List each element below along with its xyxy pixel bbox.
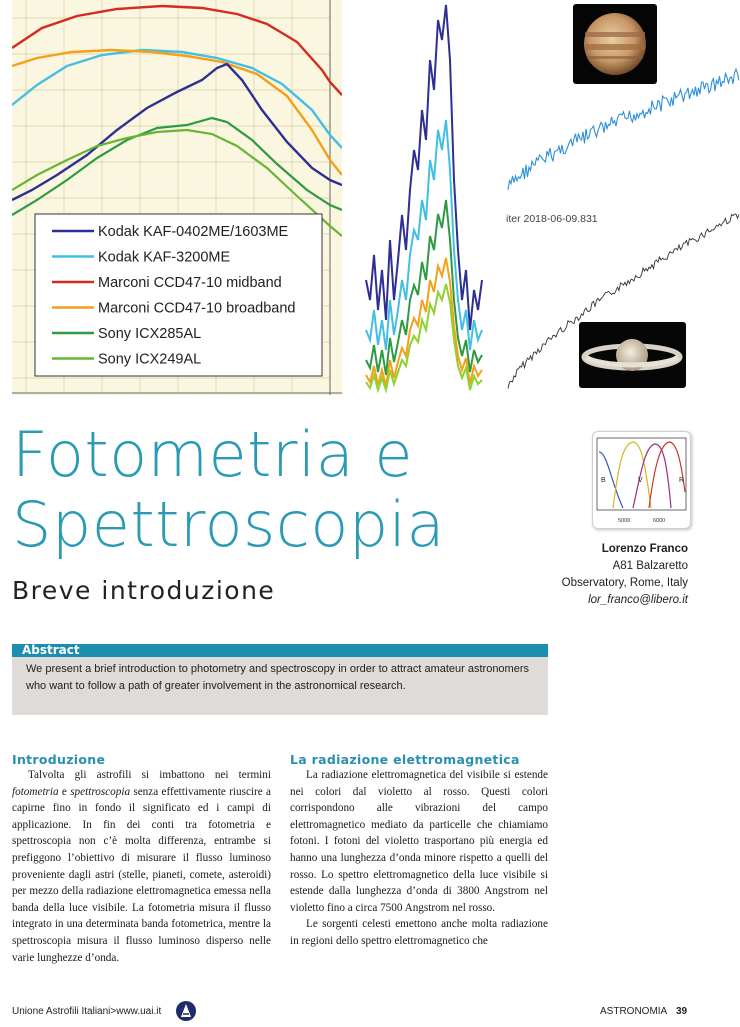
filter-tick-5000: 5000 — [618, 518, 631, 524]
section-heading-radiation: La radiazione elettromagnetica — [290, 752, 520, 767]
qe-legend-label: Marconi CCD47-10 midband — [98, 275, 282, 291]
saturn-photo — [579, 322, 686, 388]
abstract-heading: Abstract — [22, 643, 80, 657]
article-title-line1: Fotometria e — [12, 418, 414, 491]
intro-text — [12, 767, 271, 966]
author-affiliation-line2: Observatory, Rome, Italy — [561, 577, 688, 589]
radiation-text — [290, 767, 548, 950]
filter-label-b: B — [601, 477, 606, 484]
qe-legend-label: Kodak KAF-3200ME — [98, 249, 231, 266]
author-email[interactable]: lor_franco@libero.it — [588, 594, 688, 606]
radiation-paragraph-1: La radiazione elettromagnetica del visibile si estende nei colori dal violetto al rosso. Questi colori corrispondono alle vibrazioni del campo elettromagnetico mediato da particelle che chiamiamo fotoni. I fotoni del violetto trasportano più energia ed hanno una lunghezza d’onda minore rispetto a quelli del rosso. Lo spettro elettromagnetico della luce visibile si estende dalla lunghezza d’onda di 3800 Angstrom nel violetto fino a circa 7500 Angstrom nel rosso. — [290, 769, 548, 914]
column-left — [12, 752, 271, 966]
filter-label-r: R — [679, 477, 685, 484]
spectrum-figure — [360, 0, 488, 395]
filter-label-v: V — [638, 477, 643, 484]
qe-legend-label: Sony ICX285AL — [98, 326, 202, 342]
filter-transmission-figure — [592, 431, 691, 529]
ccd-quantum-efficiency-figure — [12, 0, 342, 395]
qe-legend-label: Kodak KAF-0402ME/1603ME — [98, 224, 289, 240]
abstract-box — [12, 644, 548, 715]
jupiter-photo — [573, 4, 657, 84]
lightcurve-label: iter 2018-06-09.831 — [506, 213, 598, 225]
article-subtitle: Breve introduzione — [12, 576, 276, 605]
author-affiliation-line1: A81 Balzaretto — [612, 560, 688, 572]
footer-website[interactable]: Unione Astrofili Italiani>www.uai.it — [12, 1006, 162, 1017]
column-right — [290, 752, 548, 950]
author-name: Lorenzo Franco — [601, 543, 688, 555]
article-title-line2: Spettroscopia — [12, 488, 445, 561]
qe-legend-label: Marconi CCD47-10 broadband — [98, 300, 296, 317]
author-block — [488, 541, 688, 609]
filter-tick-6000: 6000 — [653, 518, 666, 524]
intro-paragraph: Talvolta gli astrofili si imbattono nei termini fotometria e spettroscopia senza effettivamente riuscire a capirne fino in fondo il significato ed i campi di applicazione. In fin dei conti tra fotometria e spettroscopia non c’è molta differenza, entrambe si prefiggono l’obiettivo di misurare il flusso luminoso proveniente dagli astri (stelle, pianeti, comete, asteroidi) per mezzo della radiazione elettromagnetica emessa nella banda della luce visibile. La fotometria misura il flusso integrato in una determinata banda fotometrica, mentre la spettroscopia misura il flusso luminoso disperso nelle varie lunghezze d’onda. — [12, 769, 271, 964]
qe-legend-label: Sony ICX249AL — [98, 351, 202, 368]
radiation-paragraph-2: Le sorgenti celesti emettono anche molta radiazione in regioni dello spettro elettromagnetico che — [290, 918, 548, 947]
abstract-text: We present a brief introduction to photometry and spectroscopy in order to attract amateur astronomers who want to follow a path of greater involvement in the astronomical research. — [26, 663, 529, 692]
title-block — [12, 420, 572, 560]
footer-magazine: ASTRONOMIA — [600, 1006, 668, 1017]
section-heading-intro: Introduzione — [12, 752, 106, 767]
uai-logo-icon — [175, 999, 197, 1023]
abstract-header-bar — [12, 644, 548, 657]
page-number: 39 — [676, 1006, 688, 1017]
